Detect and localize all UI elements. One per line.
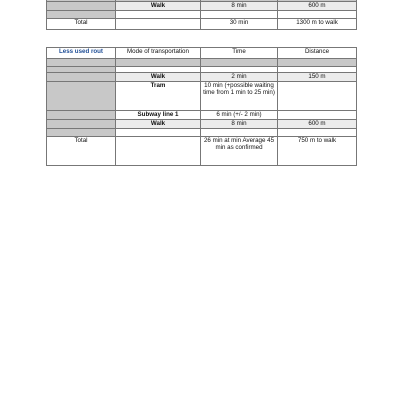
distance-cell <box>278 111 357 120</box>
table-row <box>47 111 357 120</box>
total-time: 26 min at min Average 45 min as confirmed <box>201 137 278 166</box>
total-time: 30 min <box>201 19 278 30</box>
column-header-distance: Distance <box>278 48 357 59</box>
total-distance: 750 m to walk <box>278 137 357 166</box>
column-header-mode: Mode of transportation <box>116 48 201 59</box>
distance-cell <box>278 82 357 111</box>
table-header-row <box>47 48 357 59</box>
time-cell: 8 min <box>201 120 278 129</box>
table-row <box>47 73 357 82</box>
total-distance: 1300 m to walk <box>278 19 357 30</box>
distance-cell: 600 m <box>278 2 357 11</box>
time-cell: 8 min <box>201 2 278 11</box>
time-cell: 10 min (+possible waiting time from 1 min to 25 min) <box>201 82 278 111</box>
table-title: Less used rout <box>47 48 116 59</box>
time-cell: 6 min (+/- 2 min) <box>201 111 278 120</box>
route-table-top <box>46 0 357 30</box>
mode-cell: Walk <box>116 2 201 11</box>
mode-cell: Walk <box>116 73 201 82</box>
column-header-time: Time <box>201 48 278 59</box>
total-label: Total <box>47 19 116 30</box>
table-row <box>47 2 357 11</box>
table-row <box>47 120 357 129</box>
total-row <box>47 19 357 30</box>
less-used-route-table <box>46 47 357 166</box>
mode-cell: Tram <box>116 82 201 111</box>
distance-cell: 600 m <box>278 120 357 129</box>
total-label: Total <box>47 137 116 166</box>
total-row <box>47 137 357 166</box>
mode-cell: Walk <box>116 120 201 129</box>
table-row <box>47 82 357 111</box>
distance-cell: 150 m <box>278 73 357 82</box>
table-row <box>47 129 357 137</box>
time-cell: 2 min <box>201 73 278 82</box>
table-row <box>47 11 357 19</box>
table-row <box>47 59 357 67</box>
mode-cell: Subway line 1 <box>116 111 201 120</box>
